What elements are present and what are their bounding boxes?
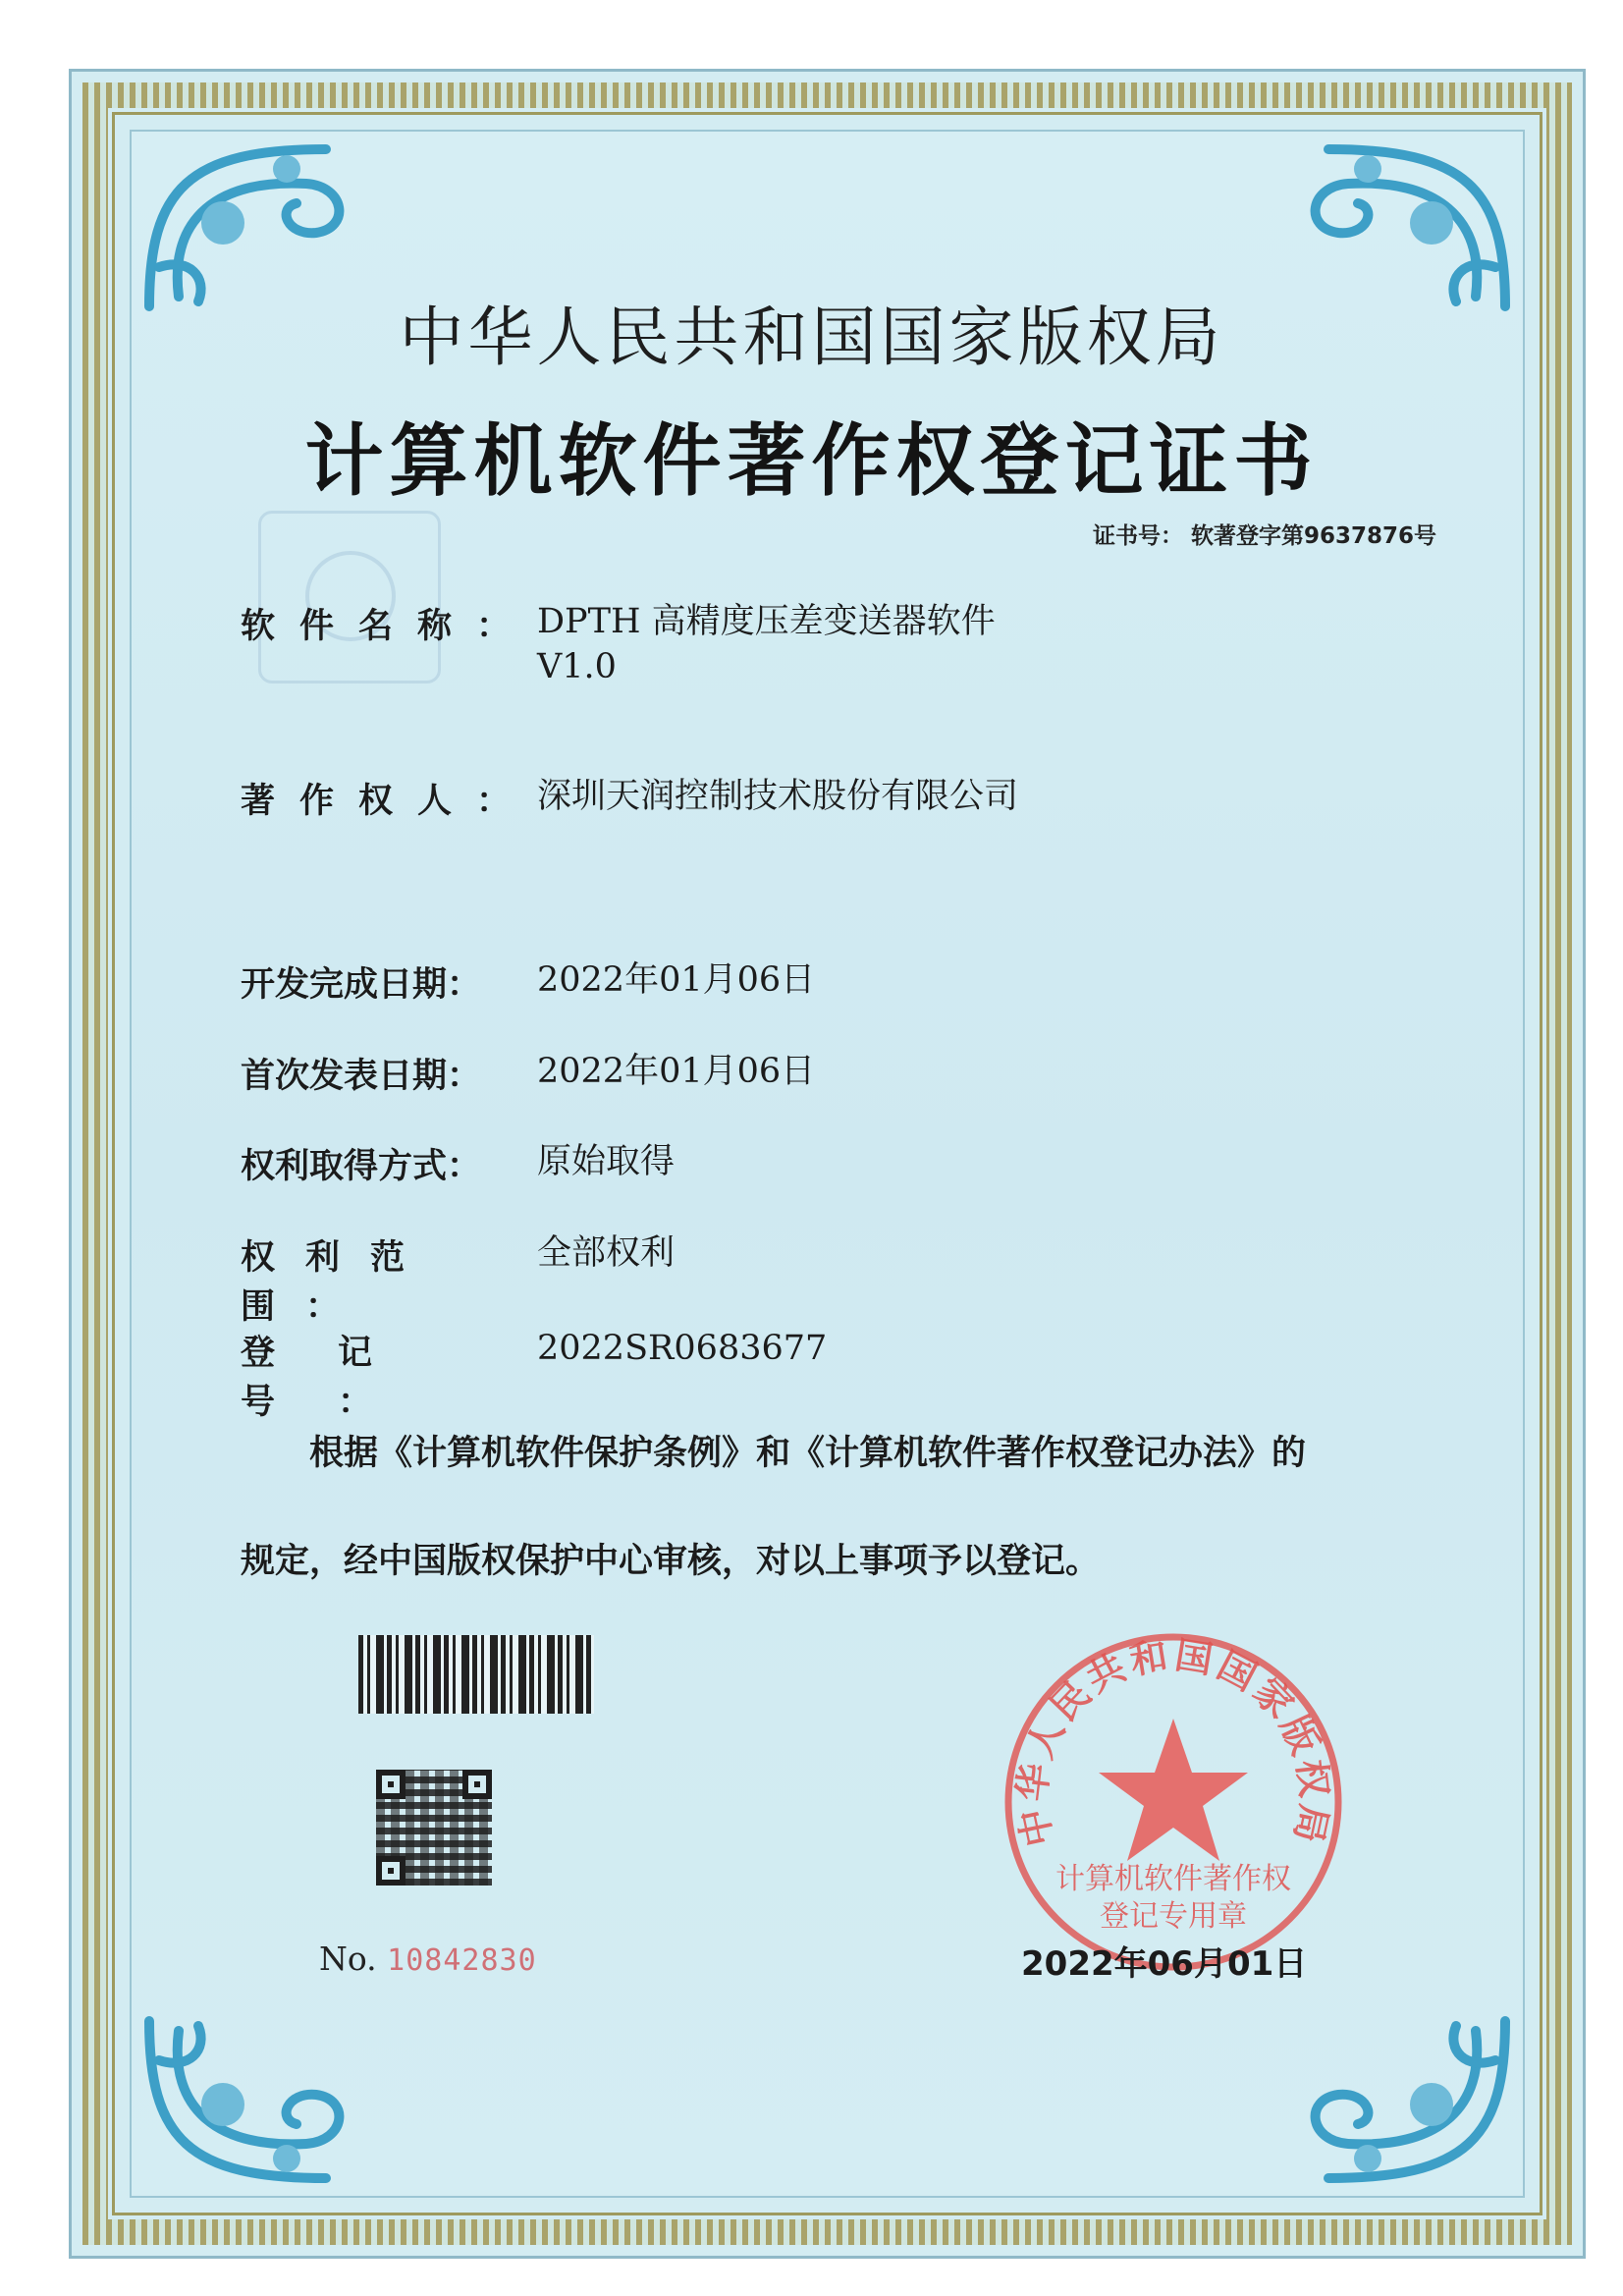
field-label: 权利取得方式：	[241, 1147, 482, 1186]
statement-line-2: 规定，经中国版权保护中心审核，对以上事项予以登记。	[241, 1542, 1101, 1581]
field-label: 开发完成日期：	[241, 965, 482, 1005]
serial-number	[319, 1940, 537, 1978]
official-seal	[997, 1625, 1350, 1979]
field-value: 2022年01月06日	[537, 1052, 816, 1091]
field-value: 2022年01月06日	[537, 960, 816, 1000]
issuing-authority: 中华人民共和国国家版权局	[399, 300, 1224, 375]
field-value: 深圳天润控制技术股份有限公司	[537, 777, 1019, 816]
corner-ornament-bottom-left	[130, 2001, 375, 2198]
issue-date: 2022年06月01日	[1021, 1944, 1308, 1984]
software-version: V1.0	[537, 647, 617, 686]
serial-value: 10842830	[387, 1943, 537, 1978]
certificate-number-value: 软著登字第9637876号	[1190, 523, 1436, 549]
field-value: 2022SR0683677	[537, 1329, 828, 1368]
certificate-number	[1085, 518, 1436, 550]
legal-statement	[241, 1399, 1468, 1615]
certificate-title: 计算机软件著作权登记证书	[304, 415, 1319, 507]
seal-line-1: 计算机软件著作权	[1055, 1862, 1291, 1896]
barcode-icon	[358, 1635, 594, 1714]
certificate-number-label: 证书号：	[1092, 523, 1183, 549]
emblem-watermark-icon	[258, 511, 441, 683]
field-label: 首次发表日期：	[241, 1057, 482, 1096]
software-name: DPTH 高精度压差变送器软件	[537, 602, 996, 641]
corner-ornament-bottom-right	[1279, 2001, 1525, 2198]
seal-ring-text: 中华人民共和国国家版权局	[1009, 1633, 1337, 1851]
statement-line-1: 根据《计算机软件保护条例》和《计算机软件著作权登记办法》的	[309, 1434, 1307, 1473]
seal-star-icon	[1099, 1719, 1248, 1861]
serial-prefix: No.	[319, 1940, 377, 1978]
qr-code-icon	[376, 1770, 492, 1886]
field-value: 原始取得	[537, 1142, 676, 1181]
field-value: 全部权利	[537, 1233, 676, 1273]
seal-line-2: 登记专用章	[1100, 1899, 1247, 1934]
field-label: 权利范围：	[241, 1238, 436, 1327]
field-label: 软件名称：	[241, 607, 536, 646]
field-label: 著作权人：	[241, 782, 536, 821]
field-value	[537, 599, 1421, 689]
field-label: 登记号：	[241, 1334, 436, 1422]
